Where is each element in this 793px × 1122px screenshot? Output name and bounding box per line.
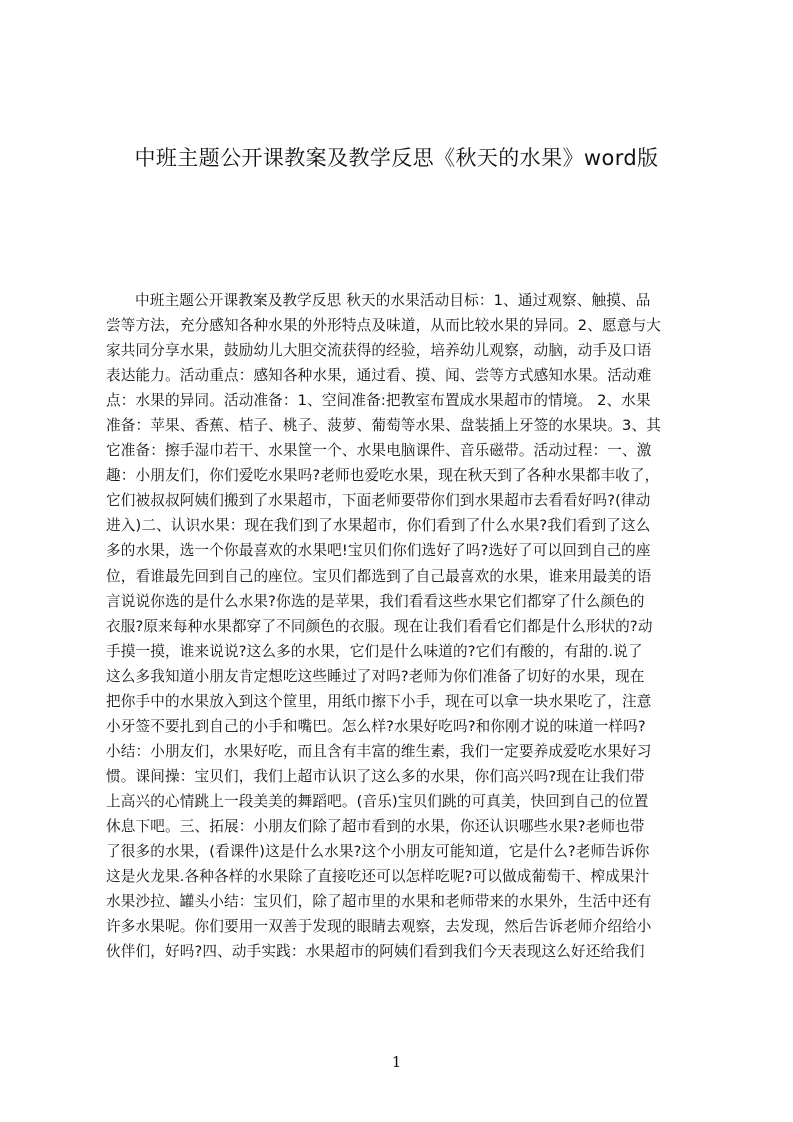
text-line: 休息下吧。三、拓展：小朋友们除了超市看到的水果，你还认识哪些水果?老师也带	[106, 817, 645, 835]
text-line: 许多水果呢。你们要用一双善于发现的眼睛去观察，去发现，然后告诉老师介绍给小	[106, 918, 652, 936]
document-title: 中班主题公开课教案及教学反思《秋天的水果》word版	[134, 146, 659, 170]
text-line: 惯。课间操：宝贝们，我们上超市认识了这么多的水果，你们高兴吗?现在让我们带	[106, 767, 645, 785]
text-line: 中班主题公开课教案及教学反思 秋天的水果活动目标：1、通过观察、触摸、品	[135, 292, 651, 309]
text-line: 它准备：擦手湿巾若干、水果筐一个、水果电脑课件、音乐磁带。活动过程：一、激	[106, 442, 652, 460]
text-line: 衣服?原来每种水果都穿了不同颜色的衣服。现在让我们看看它们都是什么形状的?动	[106, 617, 653, 635]
text-line: 准备：苹果、香蕉、桔子、桃子、菠萝、葡萄等水果、盘装插上牙签的水果块。3、其	[106, 417, 661, 435]
text-line: 位，看谁最先回到自己的座位。宝贝们都选到了自己最喜欢的水果，谁来用最美的语	[106, 567, 652, 585]
text-line: 上高兴的心情跳上一段美美的舞蹈吧。(音乐)宝贝们跳的可真美，快回到自己的位置	[106, 792, 649, 810]
text-line: 水果沙拉、罐头小结：宝贝们，除了超市里的水果和老师带来的水果外，生活中还有	[106, 893, 652, 911]
text-line: 趣：小朋友们，你们爱吃水果吗?老师也爱吃水果，现在秋天到了各种水果都丰收了，	[106, 467, 660, 485]
text-line: 手摸一摸，谁来说说?这么多的水果，它们是什么味道的?它们有酸的，有甜的.说了	[106, 642, 643, 660]
text-line: 把你手中的水果放入到这个筐里，用纸巾擦下小手，现在可以拿一块水果吃了，注意	[106, 692, 652, 710]
text-line: 点：水果的异同。活动准备：1、空间准备:把教室布置成水果超市的情境。 2、水果	[106, 392, 651, 410]
text-line: 这么多我知道小朋友肯定想吃这些睡过了对吗?老师为你们准备了切好的水果，现在	[106, 667, 645, 685]
text-line: 这是火龙果.各种各样的水果除了直接吃还可以怎样吃呢?可以做成葡萄干、榨成果汁	[106, 868, 650, 886]
page-number: 1	[391, 1053, 402, 1071]
text-line: 多的水果，选一个你最喜欢的水果吧!宝贝们你们选好了吗?选好了可以回到自己的座	[106, 542, 651, 560]
text-line: 小牙签不要扎到自己的小手和嘴巴。怎么样?水果好吃吗?和你刚才说的味道一样吗?	[106, 717, 646, 735]
text-line: 尝等方法，充分感知各种水果的外形特点及味道，从而比较水果的异同。2、愿意与大	[106, 317, 661, 335]
text-line: 言说说你选的是什么水果?你选的是苹果，我们看看这些水果它们都穿了什么颜色的	[106, 592, 645, 610]
body-paragraph	[106, 288, 697, 961]
text-line: 伙伴们，好吗?四、动手实践：水果超市的阿姨们看到我们今天表现这么好还给我们	[106, 943, 645, 961]
text-line: 了很多的水果，(看课件)这是什么水果?这个小朋友可能知道，它是什么?老师告诉你	[106, 843, 650, 861]
text-line: 表达能力。活动重点：感知各种水果，通过看、摸、闻、尝等方式感知水果。活动难	[106, 367, 652, 385]
text-line: 家共同分享水果，鼓励幼儿大胆交流获得的经验，培养幼儿观察，动脑，动手及口语	[106, 342, 652, 360]
text-line: 小结：小朋友们，水果好吃，而且含有丰富的维生素，我们一定要养成爱吃水果好习	[106, 742, 652, 760]
text-line: 进入)二、认识水果：现在我们到了水果超市，你们看到了什么水果?我们看到了这么	[106, 517, 651, 535]
text-line: 它们被叔叔阿姨们搬到了水果超市，下面老师要带你们到水果超市去看看好吗?(律动	[106, 492, 651, 510]
